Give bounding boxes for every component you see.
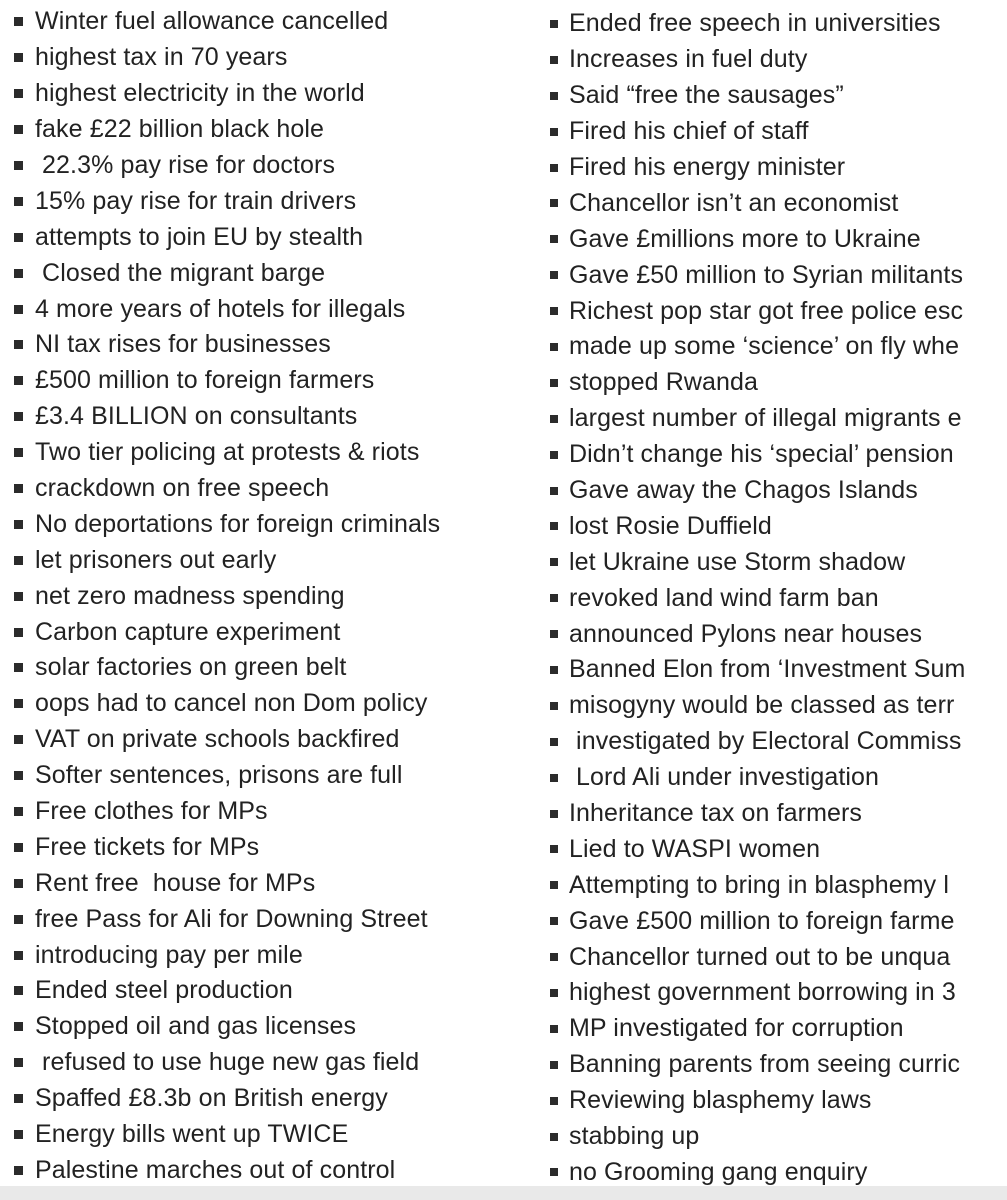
square-bullet-icon [14, 628, 23, 637]
list-item-text: Carbon capture experiment [35, 617, 341, 646]
list-item [14, 1117, 544, 1153]
list-item [550, 1047, 1007, 1083]
square-bullet-icon [14, 89, 23, 98]
list-item-text: Gave £millions more to Ukraine [569, 224, 921, 253]
square-bullet-icon [14, 915, 23, 924]
list-item [550, 831, 1007, 867]
list-item-text: Palestine marches out of control [35, 1155, 396, 1184]
square-bullet-icon [14, 951, 23, 960]
square-bullet-icon [550, 845, 558, 853]
square-bullet-icon [14, 161, 23, 170]
list-item [14, 506, 544, 542]
list-item [550, 1119, 1007, 1155]
list-item-text: refused to use huge new gas field [35, 1048, 420, 1077]
list-item-text: Stopped oil and gas licenses [35, 1012, 357, 1041]
list-item [550, 293, 1007, 329]
square-bullet-icon [14, 1022, 23, 1031]
square-bullet-icon [14, 340, 23, 349]
square-bullet-icon [14, 269, 23, 278]
list-item [550, 42, 1007, 78]
square-bullet-icon [550, 1168, 558, 1176]
list-item [550, 760, 1007, 796]
square-bullet-icon [14, 1130, 23, 1139]
list-item [14, 973, 544, 1009]
list-item-text: oops had to cancel non Dom policy [35, 689, 428, 718]
square-bullet-icon [14, 986, 23, 995]
square-bullet-icon [14, 484, 23, 493]
list-item-text: Softer sentences, prisons are full [35, 761, 403, 790]
list-item-text: Two tier policing at protests & riots [35, 438, 420, 467]
list-item [550, 616, 1007, 652]
square-bullet-icon [550, 92, 558, 100]
list-item-text: misogyny would be classed as terr [569, 691, 955, 720]
list-item-text: net zero madness spending [35, 581, 345, 610]
list-item-text: NI tax rises for businesses [35, 330, 331, 359]
square-bullet-icon [14, 125, 23, 134]
list-item [14, 901, 544, 937]
list-item [14, 650, 544, 686]
list-item [550, 473, 1007, 509]
list-item-text: announced Pylons near houses [569, 619, 923, 648]
square-bullet-icon [550, 379, 558, 387]
square-bullet-icon [550, 917, 558, 925]
list-item [14, 471, 544, 507]
square-bullet-icon [550, 271, 558, 279]
list-item-text: highest government borrowing in 3 [569, 978, 956, 1007]
list-item [550, 329, 1007, 365]
square-bullet-icon [550, 343, 558, 351]
list-item [550, 437, 1007, 473]
square-bullet-icon [550, 522, 558, 530]
list-item [14, 578, 544, 614]
list-item-text: MP investigated for corruption [569, 1014, 904, 1043]
list-item [550, 724, 1007, 760]
list-item-text: Closed the migrant barge [35, 258, 326, 287]
list-item-text: revoked land wind farm ban [569, 583, 879, 612]
list-item [14, 399, 544, 435]
square-bullet-icon [14, 1094, 23, 1103]
square-bullet-icon [550, 20, 558, 28]
list-item-text: free Pass for Ali for Downing Street [35, 904, 428, 933]
list-item [550, 939, 1007, 975]
list-item [14, 937, 544, 973]
square-bullet-icon [550, 56, 558, 64]
square-bullet-icon [14, 592, 23, 601]
square-bullet-icon [550, 630, 558, 638]
list-item [14, 183, 544, 219]
square-bullet-icon [550, 594, 558, 602]
list-item [550, 903, 1007, 939]
list-item-text: £500 million to foreign farmers [35, 366, 375, 395]
list-item-text: Increases in fuel duty [569, 45, 808, 74]
list-item [550, 580, 1007, 616]
square-bullet-icon [14, 699, 23, 708]
square-bullet-icon [550, 881, 558, 889]
list-item [14, 829, 544, 865]
list-item-text: Rent free house for MPs [35, 868, 316, 897]
list-item [14, 148, 544, 184]
list-item-text: 4 more years of hotels for illegals [35, 294, 406, 323]
square-bullet-icon [550, 1133, 558, 1141]
square-bullet-icon [14, 735, 23, 744]
list-item-text: investigated by Electoral Commiss [569, 727, 962, 756]
list-item [14, 40, 544, 76]
square-bullet-icon [14, 1058, 23, 1067]
list-item [550, 652, 1007, 688]
list-item [14, 4, 544, 40]
list-item-text: Said “free the sausages” [569, 81, 844, 110]
list-item [550, 688, 1007, 724]
square-bullet-icon [14, 412, 23, 421]
list-item-text: no Grooming gang enquiry [569, 1157, 868, 1186]
bottom-strip [0, 1186, 1007, 1200]
list-item-text: Chancellor isn’t an economist [569, 188, 899, 217]
list-item-text: Free clothes for MPs [35, 797, 268, 826]
list-item-text: highest tax in 70 years [35, 43, 288, 72]
list-item [14, 435, 544, 471]
list-item-text: crackdown on free speech [35, 474, 330, 503]
list-item [550, 365, 1007, 401]
square-bullet-icon [550, 487, 558, 495]
list-item-text: Free tickets for MPs [35, 832, 260, 861]
square-bullet-icon [14, 233, 23, 242]
list-item-text: solar factories on green belt [35, 653, 347, 682]
list-item [14, 722, 544, 758]
list-item-text: Richest pop star got free police esc [569, 296, 964, 325]
list-item [14, 112, 544, 148]
list-item-text: Gave £50 million to Syrian militants [569, 260, 964, 289]
list-item [14, 219, 544, 255]
square-bullet-icon [14, 843, 23, 852]
square-bullet-icon [550, 1061, 558, 1069]
list-item-text: Chancellor turned out to be unqua [569, 942, 951, 971]
list-item-text: Ended steel production [35, 976, 293, 1005]
list-item [550, 221, 1007, 257]
square-bullet-icon [550, 415, 558, 423]
list-item-text: Fired his energy minister [569, 153, 846, 181]
list-item [14, 794, 544, 830]
square-bullet-icon [14, 448, 23, 457]
list-item [550, 401, 1007, 437]
list-item [14, 1153, 544, 1189]
list-item [14, 686, 544, 722]
list-item [14, 1045, 544, 1081]
list-item-text: Gave £500 million to foreign farme [569, 906, 955, 935]
list-item [550, 257, 1007, 293]
square-bullet-icon [550, 738, 558, 746]
square-bullet-icon [550, 1025, 558, 1033]
list-item [550, 975, 1007, 1011]
list-item [14, 542, 544, 578]
list-item-text: Gave away the Chagos Islands [569, 476, 918, 505]
list-item [550, 796, 1007, 832]
list-item [14, 291, 544, 327]
square-bullet-icon [14, 305, 23, 314]
square-bullet-icon [550, 989, 558, 997]
square-bullet-icon [14, 771, 23, 780]
right-bullet-list [550, 6, 1007, 1190]
square-bullet-icon [550, 774, 558, 782]
square-bullet-icon [550, 558, 558, 566]
list-item [550, 6, 1007, 42]
list-item [550, 114, 1007, 150]
list-item [14, 865, 544, 901]
list-item-text: 15% pay rise for train drivers [35, 186, 357, 215]
square-bullet-icon [14, 1166, 23, 1175]
list-item-text: Banned Elon from ‘Investment Sum [569, 655, 966, 684]
square-bullet-icon [14, 556, 23, 565]
square-bullet-icon [14, 197, 23, 206]
square-bullet-icon [14, 17, 23, 26]
square-bullet-icon [550, 953, 558, 961]
square-bullet-icon [550, 666, 558, 674]
list-item [14, 363, 544, 399]
list-item [14, 1081, 544, 1117]
list-item [550, 1083, 1007, 1119]
square-bullet-icon [14, 376, 23, 385]
list-item-text: Didn’t change his ‘special’ pension [569, 440, 954, 469]
list-item-text: lost Rosie Duffield [569, 511, 772, 540]
list-item [14, 327, 544, 363]
list-item-text: stopped Rwanda [569, 368, 759, 397]
list-item-text: No deportations for foreign criminals [35, 509, 441, 538]
list-item-text: let Ukraine use Storm shadow [569, 547, 906, 576]
square-bullet-icon [550, 164, 558, 172]
list-item [14, 76, 544, 112]
list-item [14, 758, 544, 794]
list-item-text: Banning parents from seeing curric [569, 1050, 961, 1079]
list-item-text: Lord Ali under investigation [569, 763, 880, 792]
list-item-text: Inheritance tax on farmers [569, 799, 863, 828]
list-item [550, 544, 1007, 580]
left-bullet-list [14, 4, 544, 1188]
list-item-text: fake £22 billion black hole [35, 115, 325, 144]
list-item-text: let prisoners out early [35, 545, 277, 574]
list-item-text: 22.3% pay rise for doctors [35, 151, 336, 179]
list-item [14, 255, 544, 291]
list-item [550, 1155, 1007, 1191]
square-bullet-icon [550, 199, 558, 207]
square-bullet-icon [14, 53, 23, 62]
list-item-text: highest electricity in the world [35, 79, 365, 108]
list-item-text: Fired his chief of staff [569, 117, 809, 146]
list-item-text: attempts to join EU by stealth [35, 222, 364, 251]
square-bullet-icon [14, 520, 23, 529]
square-bullet-icon [550, 451, 558, 459]
square-bullet-icon [550, 702, 558, 710]
square-bullet-icon [550, 128, 558, 136]
list-item [550, 508, 1007, 544]
list-item [550, 185, 1007, 221]
square-bullet-icon [550, 810, 558, 818]
list-item [14, 1009, 544, 1045]
list-item-text: £3.4 BILLION on consultants [35, 402, 358, 431]
list-item-text: Winter fuel allowance cancelled [35, 7, 389, 36]
list-item-text: largest number of illegal migrants e [569, 404, 962, 433]
list-item-text: Reviewing blasphemy laws [569, 1086, 872, 1115]
square-bullet-icon [550, 1097, 558, 1105]
list-item-text: Spaffed £8.3b on British energy [35, 1084, 388, 1113]
square-bullet-icon [14, 663, 23, 672]
list-item-text: introducing pay per mile [35, 940, 303, 969]
list-item [550, 150, 1007, 186]
list-item-text: VAT on private schools backfired [35, 725, 400, 754]
square-bullet-icon [14, 879, 23, 888]
list-item-text: Attempting to bring in blasphemy l [569, 870, 949, 899]
list-item-text: Lied to WASPI women [569, 834, 821, 863]
square-bullet-icon [550, 235, 558, 243]
list-item [14, 614, 544, 650]
list-item [550, 1011, 1007, 1047]
list-item [550, 78, 1007, 114]
list-item-text: stabbing up [569, 1122, 700, 1151]
list-item-text: Ended free speech in universities [569, 9, 941, 38]
list-item-text: made up some ‘science’ on fly whe [569, 332, 960, 361]
list-item-text: Energy bills went up TWICE [35, 1120, 349, 1149]
list-item [550, 867, 1007, 903]
square-bullet-icon [550, 307, 558, 315]
square-bullet-icon [14, 807, 23, 816]
